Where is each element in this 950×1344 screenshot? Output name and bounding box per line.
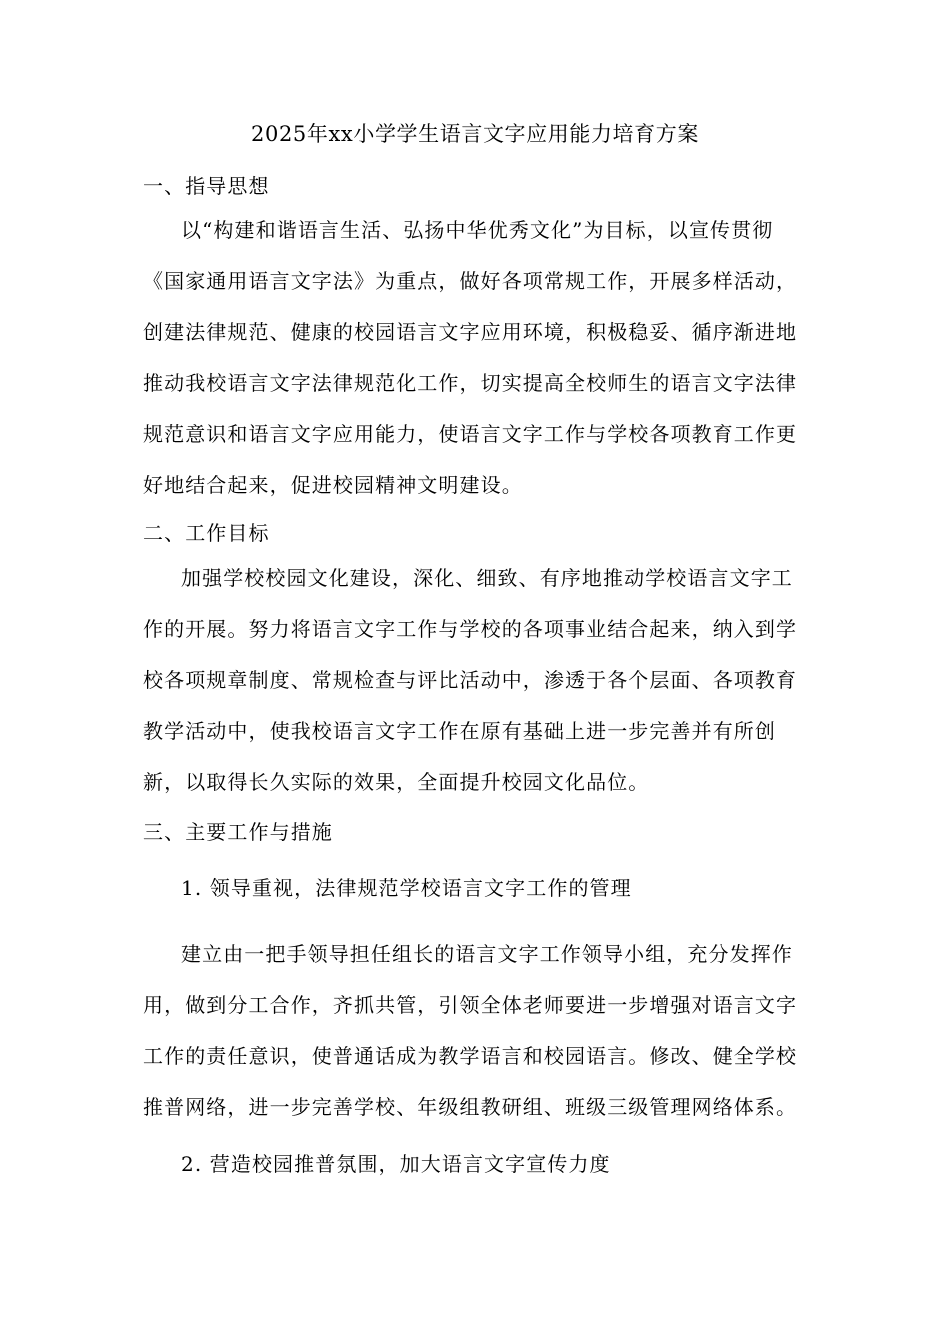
paragraph-line: 《国家通用语言文字法》为重点，做好各项常规工作，开展多样活动， (143, 269, 798, 293)
paragraph-line: 新，以取得长久实际的效果，全面提升校园文化品位。 (143, 770, 650, 794)
subsection-heading-leadership: 1. 领导重视，法律规范学校语言文字工作的管理 (181, 876, 632, 900)
section-heading-work-goals: 二、工作目标 (143, 521, 270, 545)
section-paragraph-guiding-ideology (143, 205, 818, 511)
paragraph-line: 作的开展。努力将语言文字工作与学校的各项事业结合起来，纳入到学 (143, 617, 798, 641)
subsection-paragraph-leadership (143, 929, 818, 1133)
document-title: 2025年xx小学学生语言文字应用能力培育方案 (251, 122, 699, 146)
paragraph-line: 用，做到分工合作，齐抓共管，引领全体老师要进一步增强对语言文字 (143, 993, 798, 1017)
paragraph-line: 规范意识和语言文字应用能力，使语言文字工作与学校各项教育工作更 (143, 422, 798, 446)
section-paragraph-work-goals (143, 553, 818, 808)
paragraph-line: 校各项规章制度、常规检查与评比活动中，渗透于各个层面、各项教育 (143, 668, 798, 692)
paragraph-line: 好地结合起来，促进校园精神文明建设。 (143, 473, 523, 497)
paragraph-line: 推普网络，进一步完善学校、年级组教研组、班级三级管理网络体系。 (143, 1095, 798, 1119)
paragraph-line: 教学活动中，使我校语言文字工作在原有基础上进一步完善并有所创 (143, 719, 776, 743)
paragraph-line: 创建法律规范、健康的校园语言文字应用环境，积极稳妥、循序渐进地 (143, 320, 798, 344)
paragraph-line: 建立由一把手领导担任组长的语言文字工作领导小组，充分发挥作 (181, 942, 793, 966)
section-heading-main-work: 三、主要工作与措施 (143, 820, 333, 844)
paragraph-line: 以“构建和谐语言生活、弘扬中华优秀文化”为目标，以宣传贯彻 (181, 218, 774, 242)
paragraph-line: 加强学校校园文化建设，深化、细致、有序地推动学校语言文字工 (181, 566, 793, 590)
paragraph-line: 工作的责任意识，使普通话成为教学语言和校园语言。修改、健全学校 (143, 1044, 798, 1068)
section-heading-guiding-ideology: 一、指导思想 (143, 174, 270, 198)
paragraph-line: 推动我校语言文字法律规范化工作，切实提高全校师生的语言文字法律 (143, 371, 798, 395)
subsection-heading-atmosphere: 2. 营造校园推普氛围，加大语言文字宣传力度 (181, 1152, 611, 1176)
